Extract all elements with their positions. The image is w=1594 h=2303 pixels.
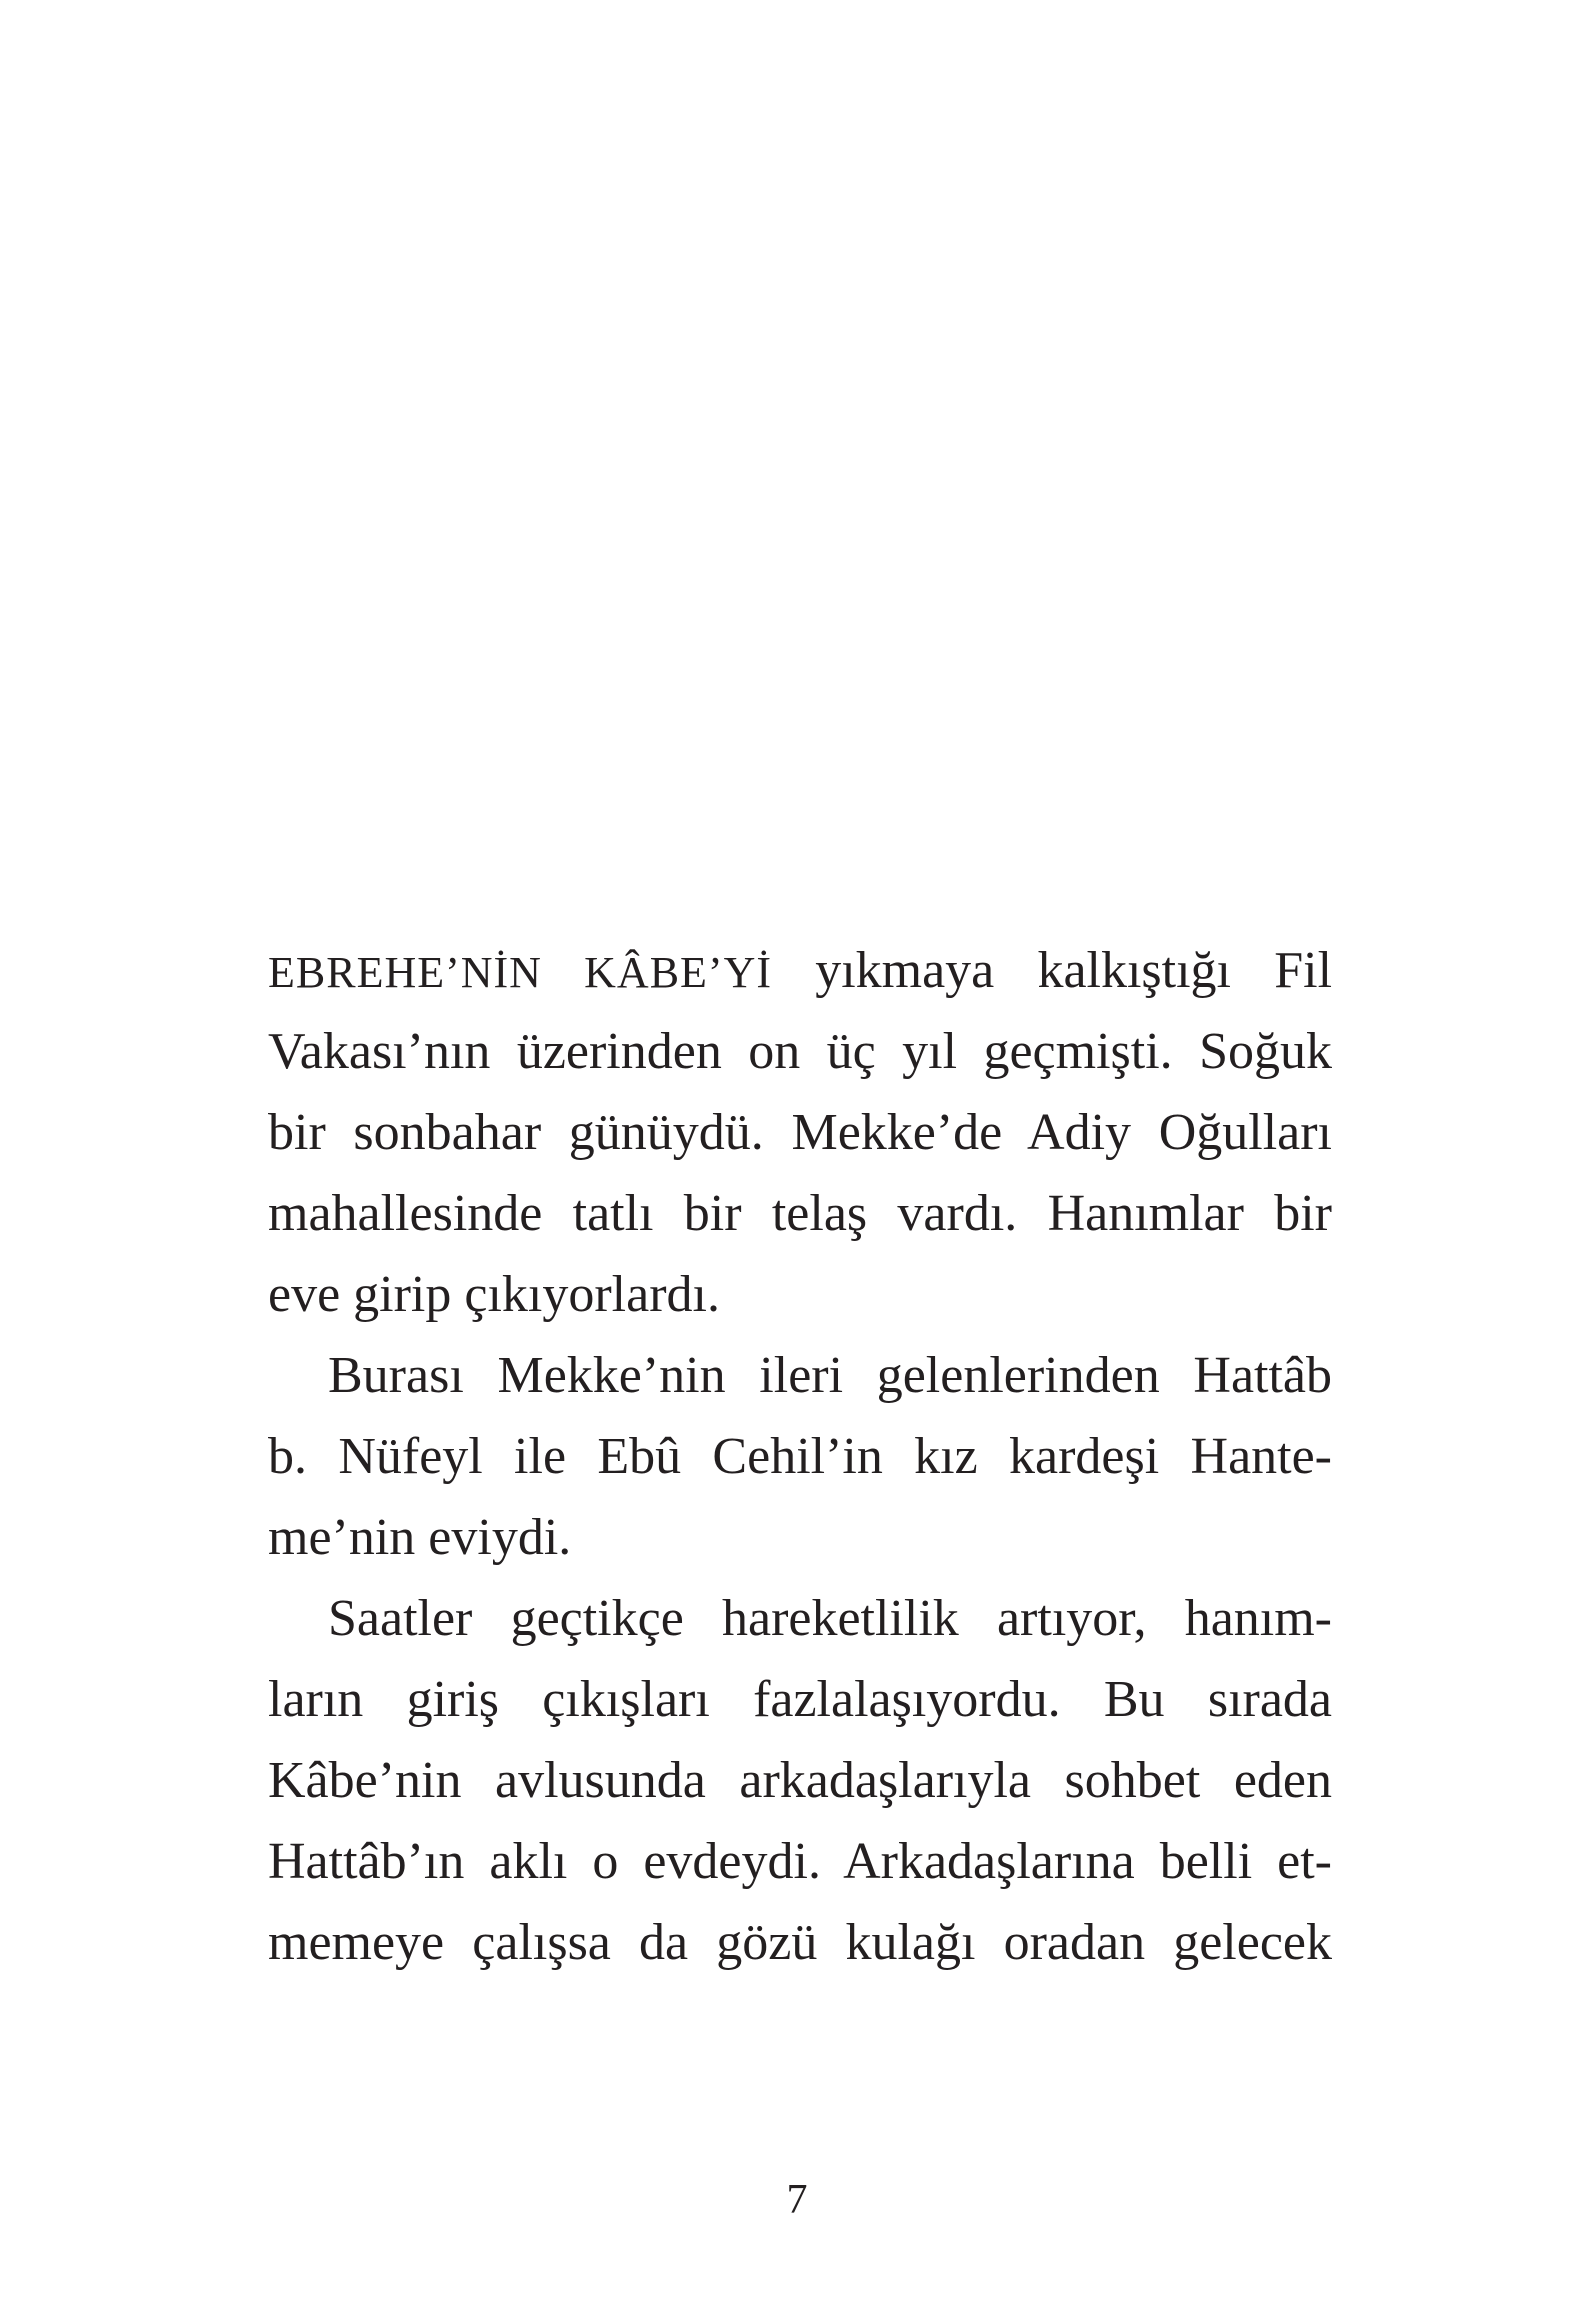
text-line: eve girip çıkıyorlardı. xyxy=(268,1266,720,1323)
paragraph-1 xyxy=(268,930,1332,1335)
text-line: bir sonbahar günüydü. Mekke’de Adiy Oğulları xyxy=(268,1104,1332,1161)
paragraph-2 xyxy=(268,1335,1332,1578)
chapter-opening-smallcaps: EBREHE’NİN KÂBE’Yİ xyxy=(268,948,773,997)
page-number: 7 xyxy=(786,2177,808,2223)
text-line: Saatler geçtikçe hareketlilik artıyor, hanım- xyxy=(328,1590,1332,1647)
body-text xyxy=(268,930,1332,1983)
text-line: me’nin eviydi. xyxy=(268,1509,572,1566)
text-line: b. Nüfeyl ile Ebû Cehil’in kız kardeşi Hante- xyxy=(268,1428,1332,1485)
paragraph-3 xyxy=(268,1578,1332,1983)
text-line: EBREHE’NİN KÂBE’Yİ yıkmaya kalkıştığı Fil xyxy=(268,942,1333,999)
text-line: Hattâb’ın aklı o evdeydi. Arkadaşlarına belli et- xyxy=(268,1833,1332,1890)
text-line: Burası Mekke’nin ileri gelenlerinden Hattâb xyxy=(328,1347,1332,1404)
text-line: Kâbe’nin avlusunda arkadaşlarıyla sohbet eden xyxy=(268,1752,1332,1809)
text-line: memeye çalışsa da gözü kulağı oradan gelecek xyxy=(268,1914,1332,1971)
text-line: mahallesinde tatlı bir telaş vardı. Hanımlar bir xyxy=(268,1185,1332,1242)
text-line: ların giriş çıkışları fazlalaşıyordu. Bu sırada xyxy=(268,1671,1332,1728)
text-line: Vakası’nın üzerinden on üç yıl geçmişti. Soğuk xyxy=(268,1023,1332,1080)
